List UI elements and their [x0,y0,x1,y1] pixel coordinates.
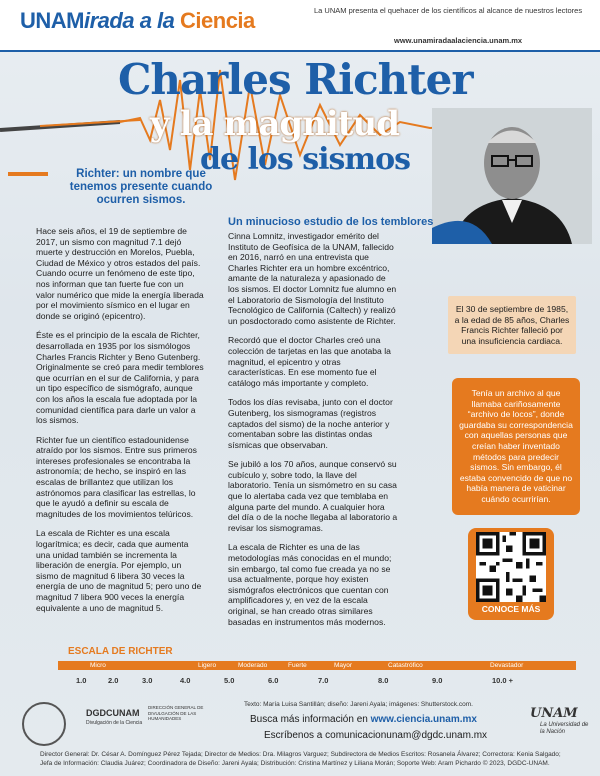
paragraph: La escala de Richter es una de las metodologías más conocidas en el mundo; sin embargo, tal como fue creada ya no se usa actualmente, porque hoy existen sismógrafos electrónicos que cuentan con amplificadores y, en vez de la escala original, se han creado otras similares basadas en instrumentos más modernos. [228,542,392,627]
scale-level-label: Fuerte [288,662,307,669]
scale-level-label: Micro [90,662,106,669]
search-info-prefix: Busca más información en [250,714,371,725]
search-info-line [250,714,477,725]
title-line-3: de los sismos [200,142,411,177]
scale-number: 4.0 [180,676,191,685]
logo-unam-text: UNAM [20,8,84,33]
website-link[interactable]: www.unamiradaalaciencia.unam.mx [394,36,523,45]
archive-note-box: Tenía un archivo al que llamaba cariñosamente “archivo de locos”, donde guardaba su correspondencia con aquellas personas que creían haber inventado métodos para predecir sismos. Sin embargo, él estaba convencido de que no había manera de vaticinar cuándo ocurrirían. [452,378,580,515]
logo-ciencia-text: Ciencia [180,8,255,33]
unam-signature-logo: UNAM [530,706,578,721]
scale-number: 1.0 [76,676,87,685]
intro-text: Richter: un nombre que tenemos presente cuando ocurren sismos. [69,168,213,206]
tagline: La UNAM presenta el quehacer de los científicos al alcance de nuestros lectores [314,6,583,15]
richter-portrait [432,108,592,244]
scale-number: 5.0 [224,676,235,685]
title-line-2: y la magnitud [150,104,399,144]
conoce-mas-button[interactable]: CONOCE MÁS [481,604,541,614]
unam-seal-icon [22,702,66,746]
paragraph: Todos los días revisaba, junto con el doctor Gutenberg, los sismogramas (registros captados del sismo) de la noche anterior y comentaban sobre las distintas ondas sísmicas que observaban. [228,397,393,450]
scale-level-label: Catastrófico [388,662,423,669]
staff-credits-line-1: Director General: Dr. César A. Domínguez Pérez Tejada; Director de Medios: Dra. Milagros Varguez; Subdirectora de Medios Escritos: Rosanela Álvarez; Correctora: Kenia Salgado; [40,751,561,758]
qr-code-icon[interactable] [476,532,546,602]
staff-credits [40,750,580,768]
ciencia-link[interactable]: www.ciencia.unam.mx [370,714,477,725]
scale-number: 7.0 [318,676,329,685]
title-line-1: Charles Richter [118,55,473,104]
scale-number: 9.0 [432,676,443,685]
scale-level-label: Devastador [490,662,524,669]
scale-level-label: Mayor [334,662,353,669]
dgdc-logo: DGDCUNAM [86,708,140,718]
scale-number: 6.0 [268,676,279,685]
contact-email[interactable]: Escríbenos a comunicacionunam@dgdc.unam.mx [264,730,488,741]
scale-number: 3.0 [142,676,153,685]
staff-credits-line-2: Jefa de Información: Claudia Juárez; Coordinadora de Diseño: Jareni Ayala; Distribución: Cristina Martínez y Liliana Morán; Soporte Web: Aram Pichardo © 2023, DGDC-UNAM. [40,760,550,767]
scale-level-label: Moderado [238,662,268,669]
paragraph: Recordó que el doctor Charles creó una colección de tarjetas en las que anotaba la magnitud, el epicentro y otras características. En ese momento fue el catálogo más importante y completo. [228,335,391,388]
scale-level-label: Ligero [198,662,217,669]
paragraph: Se jubiló a los 70 años, aunque conservó su cubículo y, sobre todo, la llave del laboratorio. Tenía un sismómetro en su casa que lo alertaba cada vez que temblaba en alguna parte del mundo. A cualquier hora del día o de la noche llegaba al laboratorio a revisar los sismogramas. [228,459,398,533]
richter-scale-bar [58,661,576,670]
article-column-1 [36,226,204,622]
dgdc-subtitle: Divulgación de la Ciencia [86,720,143,726]
logo[interactable] [20,8,255,34]
unam-slogan: La Universidad de la Nación [540,722,589,735]
scale-number: 8.0 [378,676,389,685]
death-note-box: El 30 de septiembre de 1985, a la edad de 85 años, Charles Francis Richter falleció por una insuficiencia cardiaca. [448,296,576,354]
intro-accent-bar [8,172,48,176]
scale-number: 10.0 + [492,676,514,685]
paragraph: La escala de Richter es una escala logarítmica; es decir, cada que aumenta una unidad también se incrementa la liberación de energía. Por ejemplo, un sismo de magnitud 6 libera 30 veces la energía de uno de magnitud 5; pero uno de magnitud 7 libera 900 veces la energía equivalente a uno de magnitud 5. [36,528,202,613]
logo-mira-text: irada a la [84,8,181,33]
dgd-humanidades-logo: DIRECCIÓN GENERAL DE DIVULGACIÓN DE LAS HUMANIDADES [148,705,204,721]
paragraph: Hace seis años, el 19 de septiembre de 2017, un sismo con magnitud 7.1 dejó muerte y destrucción en Morelos, Puebla, Ciudad de México y otros estados del país. Cuando ocurre un fenómeno de este tipo, nos informan que tan fuerte fue con un valor numérico que mide la energía liberada por el movimiento sísmico en el lugar en donde se originó (epicentro). [36,226,204,321]
paragraph: Éste es el principio de la escala de Richter, desarrollada en 1935 por los sismólogos Charles Francis Richter y Beno Gutenberg. Originalmente se creó para medir temblores que ocurrían en el sur de California, y para un tipo específico de sismógrafo, aunque con los años la escala fue adoptada por la comunidad científica para darle un valor a los sismos. [36,330,204,426]
scale-title: ESCALA DE RICHTER [68,646,173,657]
article-column-2 [228,231,398,636]
paragraph: Richter fue un científico estadounidense atraído por los sismos. Entre sus primeros intereses profesionales se encontraba la astronomía; de hecho, se inspiró en las escalas de brillantez que utilizan los astrónomos para clasificar las estrellas, lo que le ayudó a definir su escala de magnitudes de los movimientos telúricos. [36,434,197,519]
section-subheading: Un minucioso estudio de los temblores [228,216,434,228]
paragraph: Cinna Lomnitz, investigador emérito del Instituto de Geofísica de la UNAM, fallecido en 2016, narró en una entrevista que Charles Richter era un hombre excéntrico, amante de la naturaleza y apasionado de los sismos. El doctor Lomnitz fue alumno en el Laboratorio de Sismología del Instituto Tecnológico de California (Caltech) y realizó un posdoctorado como asistente de Richter. [228,231,397,326]
scale-number: 2.0 [108,676,119,685]
credits-text: Texto: María Luisa Santillán; diseño: Jareni Ayala; imágenes: Shutterstock.com. [244,701,473,708]
